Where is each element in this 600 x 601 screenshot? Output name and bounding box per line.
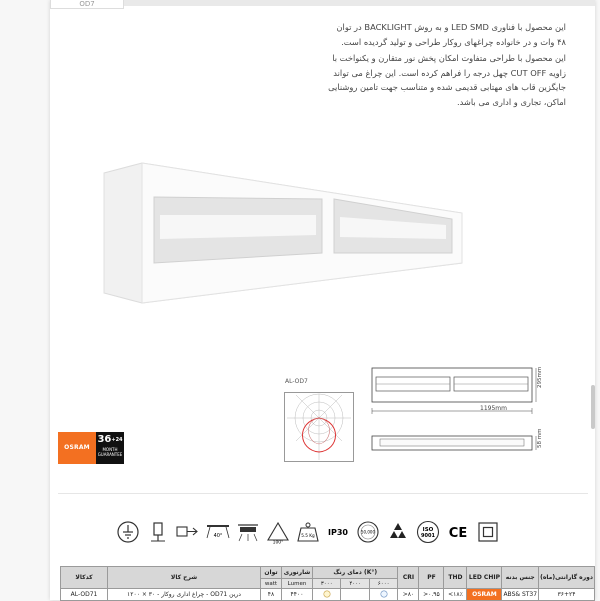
cell-cct-3000 [313,589,341,601]
cct-4000: ۴۰۰۰ [341,579,369,589]
warranty-badge [96,432,124,464]
col-led-chip: LED CHIP [467,567,502,589]
col-body: جنس بدنه [502,567,539,589]
col-pf: PF [419,567,444,589]
cell-power: ۴۸ [261,589,282,601]
cct-3000: ۳۰۰۰ [313,579,341,589]
class2-icon [475,519,501,545]
driver-icon [145,519,171,545]
product-description [328,20,566,112]
drawing-model-label: AL-OD7 [285,378,308,385]
iso9001-icon [415,519,441,545]
section-divider [58,493,588,494]
cutoff-label: 40° [213,533,223,539]
col-thd: THD [444,567,467,589]
col-description: شرح کالا [108,567,261,589]
ceiling-mount-icon [235,519,261,545]
col-code: کدکالا [61,567,108,589]
col-power: توان [261,567,282,579]
cell-thd: <۱۸٪ [444,589,467,601]
product-image [102,155,472,305]
cell-flux: ۴۴۰۰ [282,589,313,601]
cct-cool-circle-icon [380,590,388,598]
flux-unit: Lumen [282,579,313,589]
col-cct: دمای رنگ (K°) [313,567,398,579]
ground-icon [115,519,141,545]
spec-header-row [61,567,595,579]
width-dimension: 1195mm [480,405,507,412]
weight-label: 5.5 Kg [301,533,315,538]
photometric-diagram [284,392,354,462]
recycle-icon [385,519,411,545]
lifetime-label: 50,000 [361,529,375,535]
height-dimension: 58 mm [537,428,543,448]
spec-table [60,566,595,601]
ip30-icon [325,519,351,545]
cell-led-chip: OSRAM [467,589,502,601]
iso-number-label: 9001 [421,533,435,539]
cell-cct-4000 [341,589,369,601]
warranty-month: MONTH [102,447,118,452]
osram-badge: OSRAM [58,432,96,464]
cell-pf: >۰.۹۵ [419,589,444,601]
ip30-label: IP30 [328,528,348,537]
col-cri: CRI [398,567,419,589]
weight-icon [295,519,321,545]
cell-body: ABS& ST37 [502,589,539,601]
cell-code: AL-OD71 [61,589,108,601]
col-warranty: دوره گارانتی(ماه) [539,567,595,589]
cell-cct-6000 [369,589,397,601]
cell-cri: >۸۰ [398,589,419,601]
warranty-number: 36 [97,434,112,445]
power-unit: watt [261,579,282,589]
model-tag: OD7 [50,0,124,9]
warranty-guarantee: GUARANTEE [97,452,123,457]
cell-warranty: ۳۶+۲۴ [539,589,595,601]
beam-angle-label: 100° [272,540,284,544]
plan-view-drawing [370,364,592,424]
cell-description: درین OD71 - چراغ اداری روکار - ۳۰ × ۱۲۰۰ [108,589,261,601]
cct-warm-circle-icon [323,590,331,598]
table-row [61,589,595,601]
catalog-page [50,0,595,600]
description-paragraph-1: این محصول با فناوری LED SMD و به روش BACKLIGHT در توان ۴۸ وات و در خانواده چراغهای روکار طراحی و تولید گردیده است. [336,22,566,47]
cutoff-icon [205,519,231,545]
col-flux: شارنوری [282,567,313,579]
feature-icons-row [115,518,501,546]
connector-icon [175,519,201,545]
side-view-drawing [370,428,592,456]
beam-angle-icon [265,519,291,545]
warranty-plus: +24 [111,437,123,443]
description-paragraph-2: این محصول با طراحی متفاوت امکان پخش نور متقارن و یکنواخت با زاویه CUT OFF چهل درجه را فراهم کرده است. این چراغ می تواند جایگزین قاب های مهتابی قدیمی شده و متناسب جهت تامین روشنایی اماکن، تجاری و اداری می باشد. [328,53,566,107]
depth-dimension: 295mm [537,366,543,388]
cct-6000: ۶۰۰۰ [369,579,397,589]
ce-label: CE [448,526,468,541]
scrollbar-thumb[interactable] [591,385,595,429]
lifetime-icon [355,519,381,545]
iso-label: ISO [422,527,434,533]
ce-icon [445,519,471,545]
top-band [50,0,595,6]
